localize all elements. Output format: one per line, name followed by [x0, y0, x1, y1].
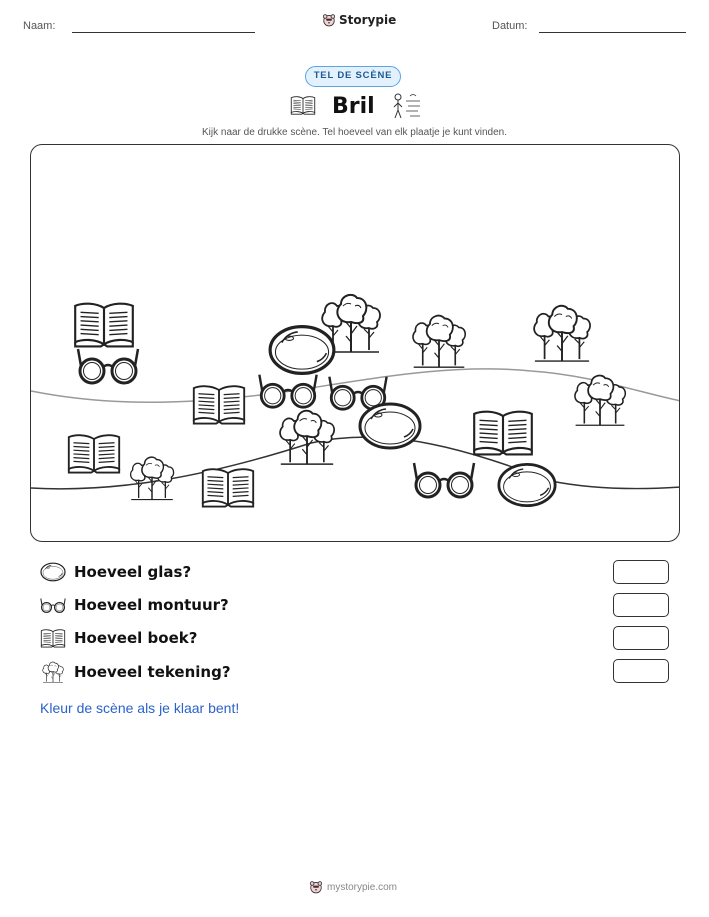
trees-icon [575, 376, 625, 426]
glasses-icon [40, 595, 66, 615]
activity-badge: TEL DE SCÈNE [305, 66, 401, 87]
glasses-icon [414, 463, 474, 497]
book-icon [40, 628, 66, 648]
answer-box-lens[interactable] [613, 560, 669, 584]
counting-scene[interactable] [30, 144, 680, 542]
lens-icon [270, 327, 334, 374]
trees-icon [40, 661, 66, 683]
glasses-icon [78, 349, 138, 383]
question-trees [40, 661, 231, 683]
question-text: Hoeveel tekening? [74, 663, 231, 681]
date-label: Datum: [492, 20, 528, 32]
storypie-logo-icon [322, 13, 336, 27]
storypie-logo-icon [309, 880, 323, 894]
question-text: Hoeveel montuur? [74, 596, 229, 614]
question-glasses [40, 595, 229, 615]
question-book [40, 628, 197, 648]
title-book-icon [289, 95, 317, 115]
name-label: Naam: [23, 20, 56, 32]
trees-icon [131, 457, 174, 499]
color-note: Kleur de scène als je klaar bent! [40, 700, 240, 716]
scene-illustration [31, 145, 680, 542]
book-icon [69, 435, 119, 472]
question-text: Hoeveel glas? [74, 563, 192, 581]
answer-box-glasses[interactable] [613, 593, 669, 617]
trees-icon [413, 316, 465, 368]
brand-name: Storypie [339, 13, 397, 27]
book-icon [75, 304, 133, 347]
answer-box-trees[interactable] [613, 659, 669, 683]
glasses-icon [259, 375, 316, 407]
book-icon [194, 386, 244, 423]
lens-icon [499, 464, 555, 505]
name-line[interactable] [72, 32, 255, 33]
instructions: Kijk naar de drukke scène. Tel hoeveel van elk plaatje je kunt vinden. [201, 127, 507, 138]
person-scene-icon [388, 91, 422, 121]
front-hill-line [31, 437, 680, 489]
book-icon [474, 412, 532, 455]
answer-box-book[interactable] [613, 626, 669, 650]
trees-icon [534, 306, 590, 361]
lens-icon [360, 404, 420, 448]
question-lens [40, 562, 191, 582]
question-text: Hoeveel boek? [74, 629, 198, 647]
date-line[interactable] [539, 32, 686, 33]
trees-icon [280, 411, 334, 464]
page-title: Bril [332, 94, 375, 119]
brand-logo [322, 13, 396, 27]
book-icon [203, 469, 253, 506]
footer [309, 880, 397, 894]
footer-url[interactable]: mystorypie.com [327, 881, 398, 893]
lens-icon [40, 562, 66, 582]
